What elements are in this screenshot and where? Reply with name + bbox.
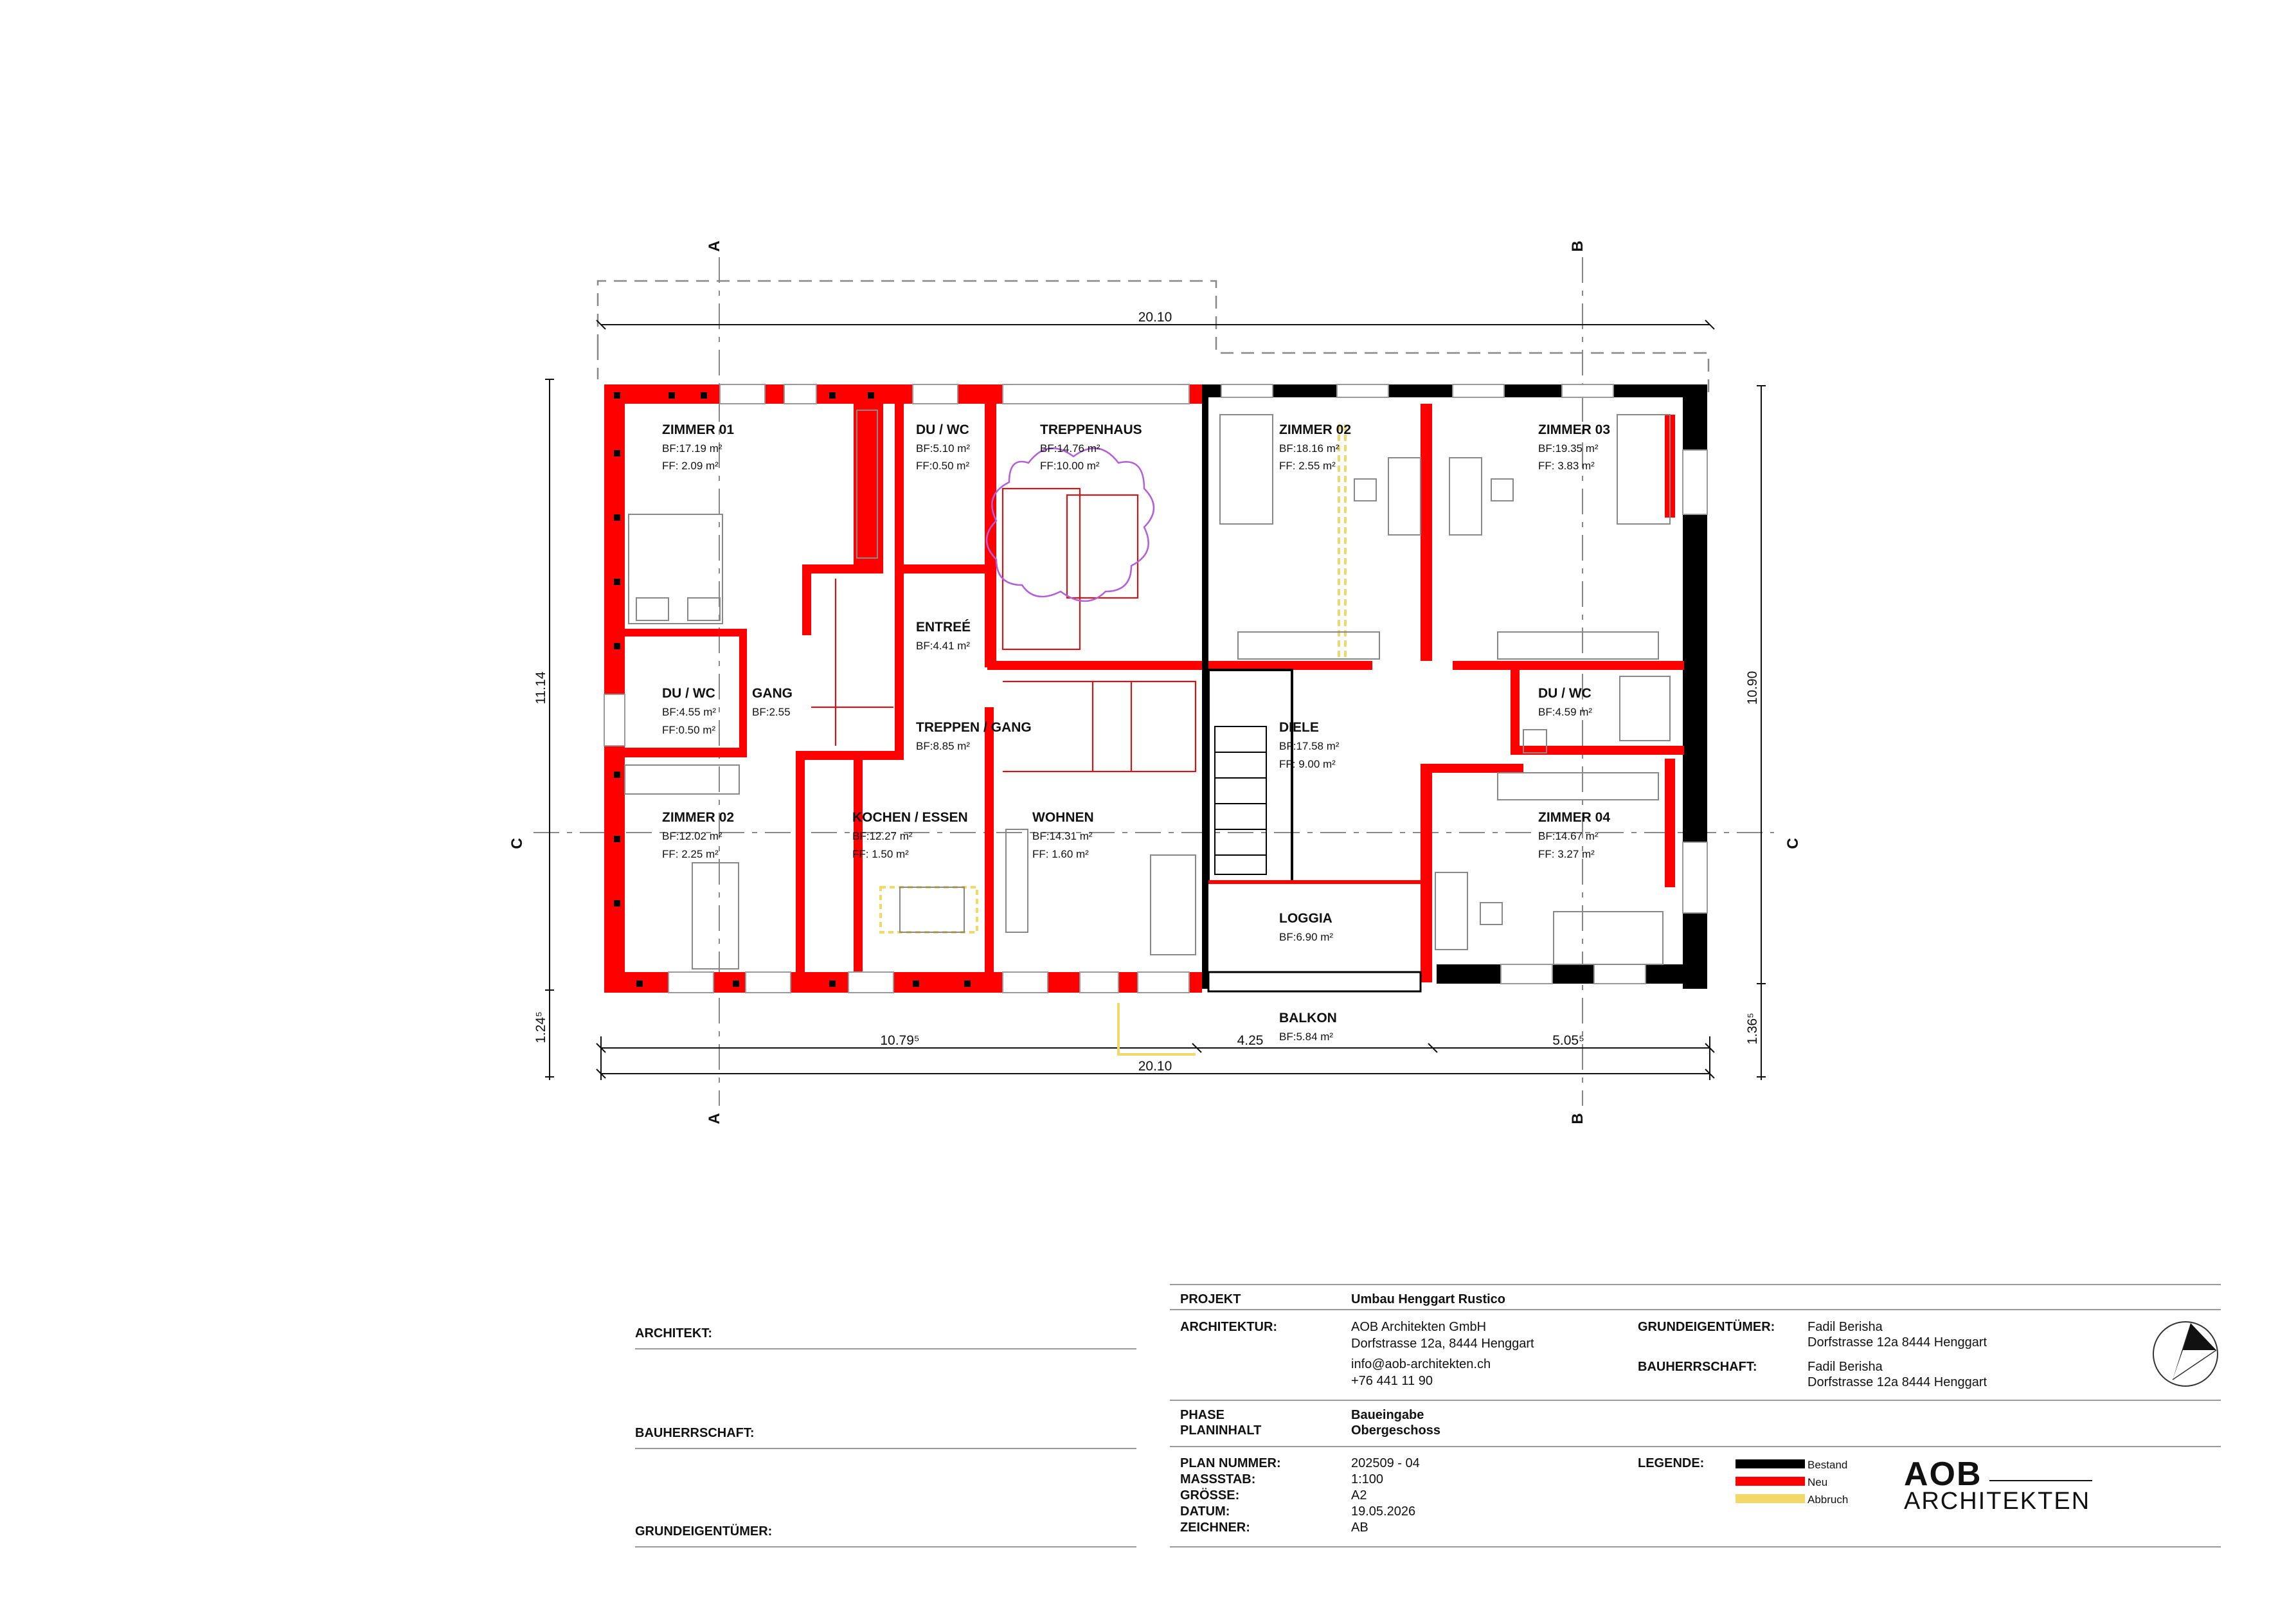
north-arrow-icon <box>2153 1322 2218 1386</box>
planinhalt-value: Obergeschoss <box>1351 1423 1440 1438</box>
room-kochen-essen <box>852 810 968 860</box>
room-name: ZIMMER 03 <box>1538 422 1611 437</box>
phase-label: PHASE <box>1180 1408 1224 1422</box>
room-zimmer04 <box>1538 810 1610 860</box>
dim-seg-left: 10.79⁵ <box>880 1033 920 1048</box>
massstab-label: MASSSTAB: <box>1180 1472 1256 1486</box>
signature-architekt-label: ARCHITEKT: <box>635 1326 712 1340</box>
room-bf: BF:12.27 m² <box>852 830 913 842</box>
projekt-value: Umbau Henggart Rustico <box>1351 1292 1506 1306</box>
bathtub <box>1620 676 1670 741</box>
dim-top-total: 20.10 <box>1138 310 1172 325</box>
room-bf: BF:8.85 m² <box>916 740 971 752</box>
grundeigentuemer-line-2: Dorfstrasse 12a 8444 Henggart <box>1807 1335 1987 1349</box>
abbruch-lines <box>881 424 1345 1054</box>
room-name: ZIMMER 02 <box>662 810 735 825</box>
bestand-walls <box>1202 384 1707 989</box>
dim-left-height: 11.14 <box>534 671 548 705</box>
room-duwc2 <box>662 686 716 736</box>
dining-table <box>900 887 964 932</box>
room-name: DIELE <box>1279 720 1319 735</box>
room-bf: BF:12.02 m² <box>662 830 722 842</box>
dim-bottom-left-small: 1.24⁵ <box>534 1011 548 1043</box>
room-ff: FF: 9.00 m² <box>1279 758 1336 770</box>
room-balkon <box>1279 1011 1337 1043</box>
signature-bauherrschaft-label: BAUHERRSCHAFT: <box>635 1426 755 1440</box>
room-ff: FF: 1.60 m² <box>1032 848 1089 860</box>
legend-label-abbruch: Abbruch <box>1807 1493 1849 1506</box>
room-ff: FF:0.50 m² <box>662 724 716 736</box>
axis-c-left: C <box>508 838 526 849</box>
room-wohnen <box>1032 810 1094 860</box>
room-bf: BF:19.35 m² <box>1538 442 1599 455</box>
room-bf: BF:18.16 m² <box>1279 442 1340 455</box>
plannummer-label: PLAN NUMMER: <box>1180 1456 1281 1470</box>
room-ff: FF: 2.25 m² <box>662 848 719 860</box>
room-ff: FF:10.00 m² <box>1040 460 1100 472</box>
bed-zimmer02-left <box>692 863 739 969</box>
room-name: ENTREÉ <box>916 620 971 635</box>
bed-zimmer04 <box>1554 912 1663 964</box>
groesse-label: GRÖSSE: <box>1180 1488 1240 1502</box>
phase-value: Baueingabe <box>1351 1408 1424 1422</box>
dim-bottom-total: 20.10 <box>1138 1059 1172 1074</box>
room-name: TREPPEN / GANG <box>916 720 1032 735</box>
logo-top-text: AOB <box>1904 1456 1982 1493</box>
room-bf: BF:14.76 m² <box>1040 442 1100 455</box>
legend-label-bestand: Bestand <box>1807 1459 1848 1471</box>
room-bf: BF:5.84 m² <box>1279 1031 1334 1043</box>
room-ff: FF: 2.55 m² <box>1279 460 1336 472</box>
legend-swatch-abbruch <box>1735 1494 1805 1503</box>
architektur-line-4: +76 441 11 90 <box>1351 1374 1433 1388</box>
room-ff: FF: 3.83 m² <box>1538 460 1595 472</box>
room-duwc1 <box>916 422 970 472</box>
window-openings-bestand <box>1221 384 1707 984</box>
plannummer-value: 202509 - 04 <box>1351 1456 1420 1470</box>
desk-zimmer02 <box>1388 458 1421 535</box>
groesse-value: A2 <box>1351 1488 1367 1502</box>
projekt-label: PROJEKT <box>1180 1292 1241 1306</box>
dim-bottom-right-small: 1.36⁵ <box>1745 1013 1760 1045</box>
room-bf: BF:4.41 m² <box>916 640 971 652</box>
legende-label: LEGENDE: <box>1638 1456 1705 1470</box>
cabinets <box>625 410 1658 800</box>
signature-grundeigentuemer-label: GRUNDEIGENTÜMER: <box>635 1524 773 1538</box>
axis-c-right: C <box>1784 838 1802 849</box>
room-name: LOGGIA <box>1279 911 1332 926</box>
sofa-wohnen <box>1151 855 1196 955</box>
tv-wohnen <box>1006 829 1028 932</box>
bed-zimmer03 <box>1617 415 1670 524</box>
room-name: BALKON <box>1279 1011 1337 1025</box>
grundeigentuemer-label: GRUNDEIGENTÜMER: <box>1638 1320 1775 1334</box>
room-bf: BF:17.58 m² <box>1279 740 1340 752</box>
datum-label: DATUM: <box>1180 1504 1230 1519</box>
signature-area <box>635 1326 1136 1547</box>
room-name: ZIMMER 01 <box>662 422 735 437</box>
room-name: DU / WC <box>662 686 715 701</box>
room-bf: BF:14.67 m² <box>1538 830 1599 842</box>
room-name: GANG <box>752 686 793 701</box>
dashed-outline <box>598 281 1709 399</box>
dim-seg-mid: 4.25 <box>1237 1033 1264 1048</box>
axis-a-bottom: A <box>706 1113 723 1124</box>
logo-bottom-text: ARCHITEKTEN <box>1904 1488 2091 1515</box>
planinhalt-label: PLANINHALT <box>1180 1423 1262 1438</box>
room-diele <box>1279 720 1340 770</box>
room-bf: BF:4.59 m² <box>1538 706 1593 718</box>
room-ff: FF: 3.27 m² <box>1538 848 1595 860</box>
room-treppenhaus <box>1040 422 1142 472</box>
grundeigentuemer-line-1: Fadil Berisha <box>1807 1320 1883 1334</box>
axis-a-top: A <box>706 240 723 252</box>
bauherrschaft-label: BAUHERRSCHAFT: <box>1638 1360 1757 1374</box>
room-zimmer02-right <box>1279 422 1351 472</box>
bauherrschaft-line-1: Fadil Berisha <box>1807 1360 1883 1374</box>
architektur-line-2: Dorfstrasse 12a, 8444 Henggart <box>1351 1337 1534 1351</box>
room-name: DU / WC <box>916 422 969 437</box>
title-block <box>1170 1285 2221 1547</box>
room-treppengang <box>916 720 1032 752</box>
room-zimmer02-left <box>662 810 734 860</box>
legend-swatch-bestand <box>1735 1459 1805 1468</box>
room-name: WOHNEN <box>1032 810 1094 825</box>
room-bf: BF:6.90 m² <box>1279 931 1334 943</box>
room-zimmer03 <box>1538 422 1610 472</box>
legend-swatches <box>1735 1459 1848 1506</box>
zeichner-value: AB <box>1351 1520 1368 1535</box>
room-gang <box>752 686 793 718</box>
bed-zimmer02 <box>1220 415 1273 524</box>
room-ff: FF: 2.09 m² <box>662 460 719 472</box>
room-ff: FF:0.50 m² <box>916 460 970 472</box>
zeichner-label: ZEICHNER: <box>1180 1520 1250 1535</box>
architektur-line-1: AOB Architekten GmbH <box>1351 1320 1487 1334</box>
architektur-line-3: info@aob-architekten.ch <box>1351 1357 1491 1371</box>
room-zimmer01 <box>662 422 734 472</box>
legend-swatch-neu <box>1735 1477 1805 1486</box>
dim-right-height: 10.90 <box>1745 671 1760 705</box>
axis-b-bottom: B <box>1569 1113 1586 1124</box>
room-bf: BF:14.31 m² <box>1032 830 1093 842</box>
axis-b-top: B <box>1569 240 1586 252</box>
massstab-value: 1:100 <box>1351 1472 1384 1486</box>
dim-seg-right: 5.05⁵ <box>1552 1033 1584 1048</box>
bauherrschaft-line-2: Dorfstrasse 12a 8444 Henggart <box>1807 1375 1987 1389</box>
aob-logo <box>1904 1456 2092 1515</box>
room-bf: BF:5.10 m² <box>916 442 971 455</box>
room-bf: BF:2.55 <box>752 706 791 718</box>
architektur-label: ARCHITEKTUR: <box>1180 1320 1278 1334</box>
room-entree <box>916 620 971 652</box>
datum-value: 19.05.2026 <box>1351 1504 1416 1519</box>
room-name: ZIMMER 04 <box>1538 810 1611 825</box>
room-ff: FF: 1.50 m² <box>852 848 909 860</box>
room-bf: BF:17.19 m² <box>662 442 722 455</box>
desk-zimmer04 <box>1435 872 1467 950</box>
room-name: DU / WC <box>1538 686 1592 701</box>
bed-zimmer01 <box>629 514 722 624</box>
room-loggia <box>1279 911 1333 943</box>
room-bf: BF:4.55 m² <box>662 706 717 718</box>
desk-zimmer03 <box>1449 458 1482 535</box>
room-name: TREPPENHAUS <box>1040 422 1142 437</box>
legend-label-neu: Neu <box>1807 1476 1828 1488</box>
room-name: ZIMMER 02 <box>1279 422 1352 437</box>
room-duwc3 <box>1538 686 1592 718</box>
loggia-frame <box>1208 670 1421 991</box>
stairs-diele <box>1215 726 1266 874</box>
room-name: KOCHEN / ESSEN <box>852 810 968 825</box>
